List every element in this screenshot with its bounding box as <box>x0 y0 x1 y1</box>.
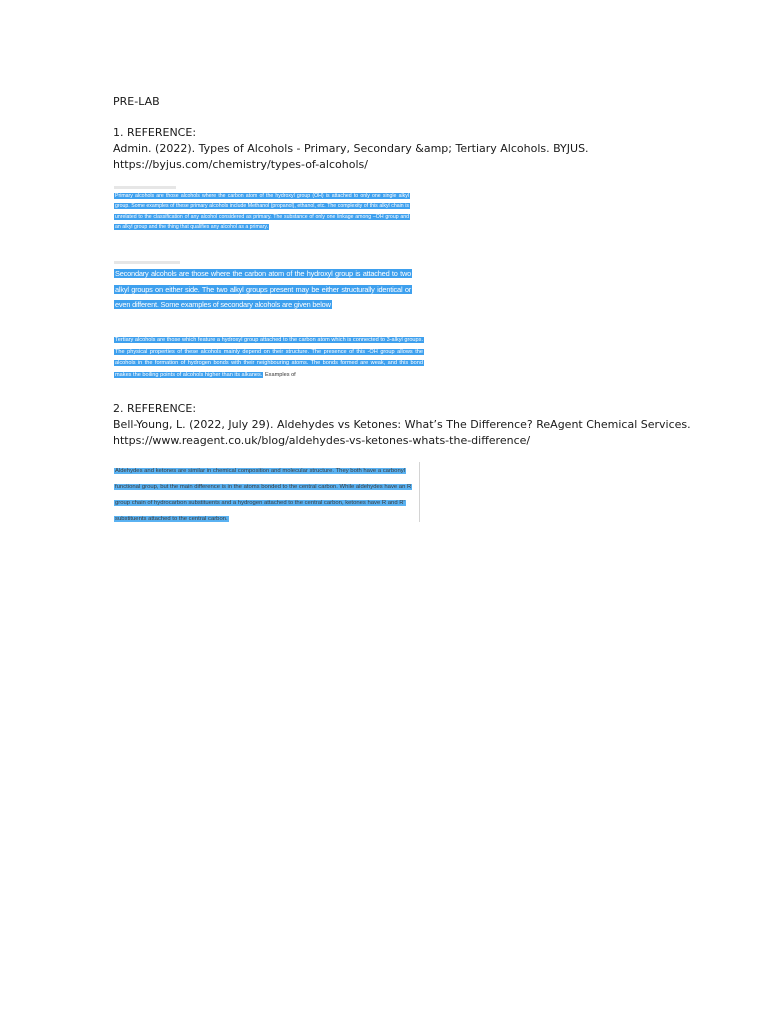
secondary-alcohols-text: Secondary alcohols are those where the carbon atom of the hydroxyl group is attached to two alkyl groups on either side. The two alkyl groups present may be either structurally identical or even different. Some examples of secondary alcohols are given below <box>115 269 411 309</box>
aldehydes-ketones-snippet <box>114 463 420 527</box>
tertiary-alcohols-tail: Examples of <box>264 371 296 378</box>
snippet-shadow <box>114 186 176 189</box>
page-title: PRE-LAB <box>113 95 160 108</box>
reference-2-label: 2. REFERENCE: <box>113 402 197 415</box>
tertiary-alcohols-text: Tertiary alcohols are those which feature a hydroxyl group attached to the carbon atom which is connected to 3-alkyl groups. The physical properties of these alcohols mainly depend on their structure. The presence of this -OH group allows the alcohols in the formation of hydrogen bonds with their neighbouring atoms. The bonds formed are weak, and this bond makes the boiling points of alcohols higher than its alkanes. <box>115 337 423 378</box>
reference-1-url: https://byjus.com/chemistry/types-of-alcohols/ <box>113 158 368 171</box>
reference-2-url: https://www.reagent.co.uk/blog/aldehydes-vs-ketones-whats-the-difference/ <box>113 434 531 447</box>
primary-alcohols-text: Primary alcohols are those alcohols where the carbon atom of the hydroxyl group (OH) is attached to only one single alkyl group. Some examples of these primary alcohols include Methanol (propanol), ethanol, etc. The complexity of this alkyl chain is unrelated to the classification of any alcohol considered as primary. The substance of only one linkage among –OH group and an alkyl group and the thing that qualifies any alcohol as a primary. <box>115 193 409 231</box>
primary-alcohols-snippet <box>114 191 410 233</box>
aldehydes-ketones-text: Aldehydes and ketones are similar in chemical composition and molecular structure. They both have a carbonyl functional group, but the main difference is in the atoms bonded to the central carbon. While aldehydes have an R group chain of hydrocarbon substituents and a hydrogen attached to the central carbon, ketones have R and R' substituents attached to the central carbon. <box>115 468 412 522</box>
reference-1-label: 1. REFERENCE: <box>113 126 197 139</box>
snippet-shadow <box>114 261 180 264</box>
reference-1-citation: Admin. (2022). Types of Alcohols - Primary, Secondary &amp; Tertiary Alcohols. BYJUS. <box>113 142 589 155</box>
tertiary-alcohols-snippet <box>114 335 424 381</box>
secondary-alcohols-snippet <box>114 266 412 313</box>
reference-2-citation: Bell-Young, L. (2022, July 29). Aldehydes vs Ketones: What’s The Difference? ReAgent Chemical Services. <box>113 418 691 431</box>
snippet-border <box>419 462 420 522</box>
